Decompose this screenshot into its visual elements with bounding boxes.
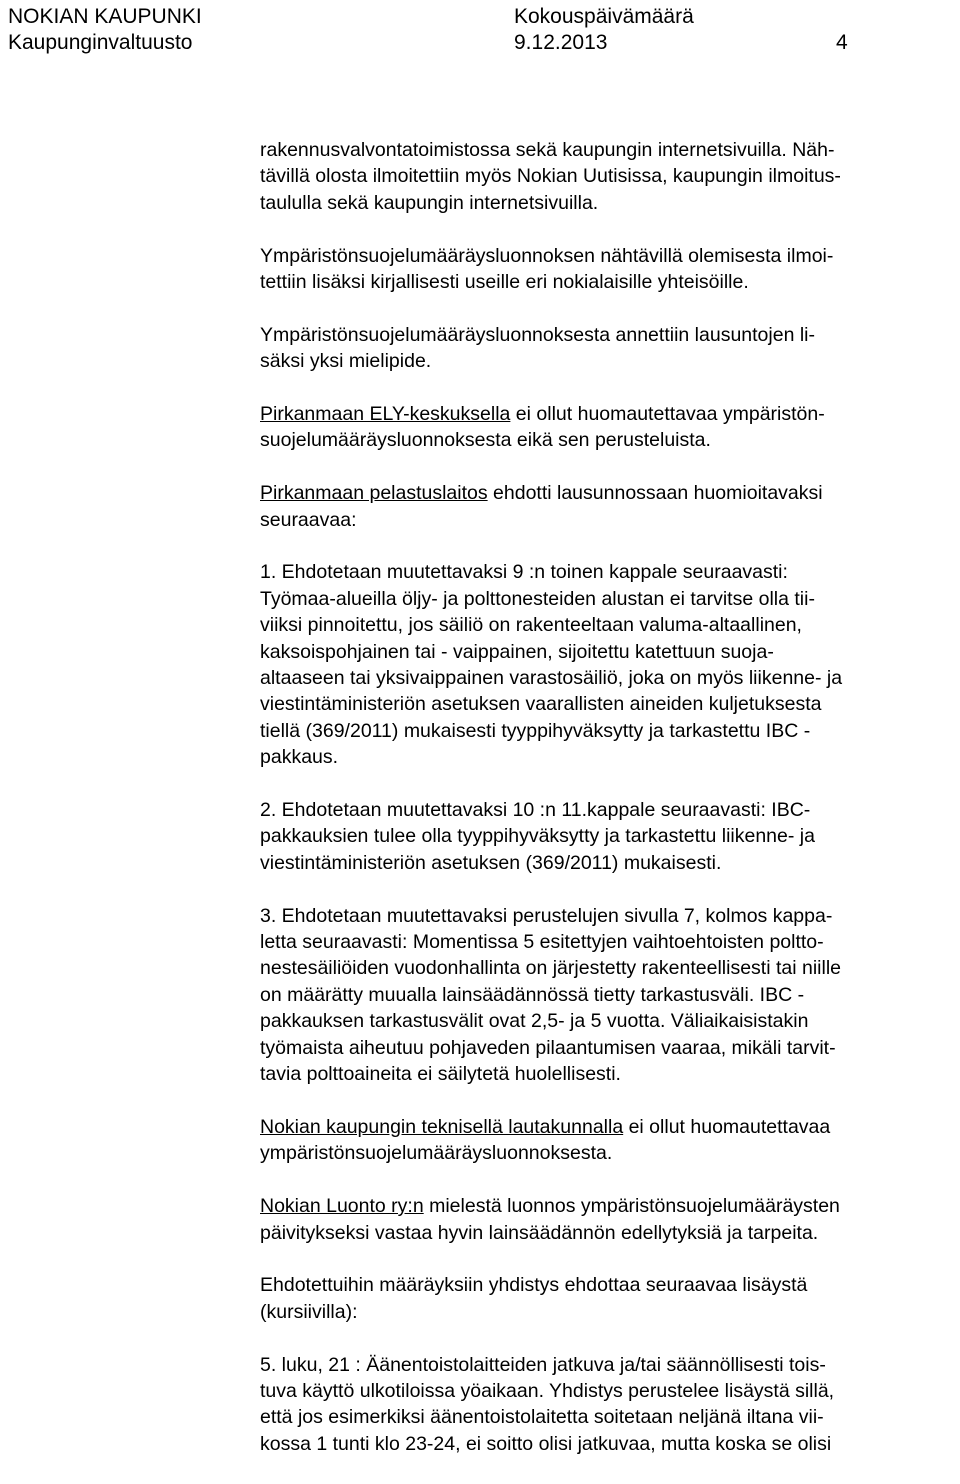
- text-line: [260, 612, 960, 638]
- text-line: [260, 955, 960, 981]
- text-segment: altaaseen tai yksivaippainen varastosäiliö, joka on myös liikenne- ja: [260, 667, 843, 690]
- text-line: [260, 1193, 960, 1219]
- paragraph: [260, 1272, 960, 1325]
- text-line: [260, 1114, 960, 1140]
- text-segment: viestintäministeriön asetuksen vaarallisten aineiden kuljetuksesta: [260, 693, 822, 716]
- text-segment: 5. luku, 21 : Äänentoistolaitteiden jatkuva ja/tai säännöllisesti tois-: [260, 1353, 826, 1376]
- text-segment: kossa 1 tunti klo 23-24, ei soitto olisi jatkuvaa, mutta koska se olisi: [260, 1432, 832, 1455]
- text-segment: on määrätty muualla lainsäädännössä tietty tarkastusväli. IBC -: [260, 983, 805, 1006]
- paragraph: [260, 243, 960, 296]
- text-line: [260, 929, 960, 955]
- text-segment: ympäristönsuojelumääräysluonnoksesta.: [260, 1142, 613, 1165]
- text-segment: viestintäministeriön asetuksen (369/2011) mukaisesti.: [260, 851, 722, 874]
- text-line: [260, 850, 960, 876]
- paragraph: [260, 137, 960, 216]
- text-line: [260, 480, 960, 506]
- text-segment: työmaista aiheutuu pohjaveden pilaantumisen vaaraa, mikäli tarvit-: [260, 1036, 836, 1059]
- text-segment: nestesäiliöiden vuodonhallinta on järjestetty rakenteellisesti tai niille: [260, 957, 842, 980]
- paragraph: [260, 1114, 960, 1167]
- text-line: [260, 322, 960, 348]
- paragraph: [260, 1352, 960, 1458]
- text-line: [260, 1299, 960, 1325]
- text-segment: tiellä (369/2011) mukaisesti tyyppihyväksytty ja tarkastettu IBC -: [260, 719, 811, 742]
- text-line: [260, 1404, 960, 1430]
- text-line: [260, 401, 960, 427]
- text-line: [260, 1008, 960, 1034]
- text-line: [260, 427, 960, 453]
- text-line: [260, 1035, 960, 1061]
- paragraph: [260, 1193, 960, 1246]
- text-segment: pakkauksen tarkastusvälit ovat 2,5- ja 5 vuotta. Väliaikaisistakin: [260, 1010, 809, 1033]
- text-segment: Ympäristönsuojelumääräysluonnoksen nähtävillä olemisesta ilmoi-: [260, 244, 834, 267]
- text-segment: letta seuraavasti: Momentissa 5 esitettyjen vaihtoehtoisten poltto-: [260, 931, 824, 954]
- page-number: 4: [836, 31, 848, 54]
- text-segment: tettiin lisäksi kirjallisesti useille eri nokialaisille yhteisöille.: [260, 271, 749, 294]
- text-line: [260, 982, 960, 1008]
- text-line: [260, 348, 960, 374]
- underlined-organization: Nokian kaupungin teknisellä lautakunnalla: [260, 1115, 624, 1138]
- underlined-organization: Nokian Luonto ry:n: [260, 1195, 424, 1218]
- meeting-date: 9.12.2013: [514, 31, 608, 54]
- paragraph: [260, 322, 960, 375]
- text-segment: suojelumääräysluonnoksesta eikä sen perusteluista.: [260, 429, 711, 452]
- text-line: [260, 744, 960, 770]
- text-segment: Ehdotettuihin määräyksiin yhdistys ehdottaa seuraavaa lisäystä: [260, 1274, 808, 1297]
- text-segment: seuraavaa:: [260, 508, 357, 531]
- text-line: [260, 1220, 960, 1246]
- text-line: [260, 190, 960, 216]
- text-line: [260, 163, 960, 189]
- text-line: [260, 639, 960, 665]
- paragraph: [260, 480, 960, 533]
- text-segment: (kursiivilla):: [260, 1300, 358, 1323]
- paragraph: [260, 903, 960, 1088]
- text-line: [260, 665, 960, 691]
- org-name: NOKIAN KAUPUNKI: [8, 5, 202, 28]
- text-line: [260, 797, 960, 823]
- text-line: [260, 1378, 960, 1404]
- text-segment: tavia polttoaineita ei säilytetä huolellisesti.: [260, 1063, 621, 1086]
- document-body: [260, 137, 960, 1484]
- paragraph: [260, 401, 960, 454]
- body-name: Kaupunginvaltuusto: [8, 31, 193, 54]
- text-segment: Työmaa-alueilla öljy- ja polttonesteiden alustan ei tarvitse olla tii-: [260, 587, 815, 610]
- text-line: [260, 1140, 960, 1166]
- text-segment: 3. Ehdotetaan muutettavaksi perustelujen sivulla 7, kolmos kappa-: [260, 904, 833, 927]
- text-segment: viiksi pinnoitettu, jos säiliö on rakenteeltaan valuma-altaallinen,: [260, 614, 802, 637]
- text-segment: taululla sekä kaupungin internetsivuilla.: [260, 191, 599, 214]
- document-header: [0, 0, 960, 60]
- text-segment: mielestä luonnos ympäristönsuojelumääräysten: [423, 1195, 840, 1218]
- underlined-organization: Pirkanmaan pelastuslaitos: [260, 482, 488, 505]
- text-segment: kaksoispohjainen tai - vaippainen, sijoitettu katettuun suoja-: [260, 640, 774, 663]
- paragraph: [260, 797, 960, 876]
- text-line: [260, 1431, 960, 1457]
- text-line: [260, 903, 960, 929]
- text-segment: ei ollut huomautettavaa: [623, 1115, 831, 1138]
- underlined-organization: Pirkanmaan ELY-keskuksella: [260, 403, 511, 426]
- text-segment: ei ollut huomautettavaa ympäristön-: [510, 403, 825, 426]
- text-segment: 1. Ehdotetaan muutettavaksi 9 :n toinen kappale seuraavasti:: [260, 561, 788, 584]
- text-line: [260, 1272, 960, 1298]
- text-segment: pakkauksien tulee olla tyyppihyväksytty ja tarkastettu liikenne- ja: [260, 825, 815, 848]
- text-segment: rakennusvalvontatoimistossa sekä kaupungin internetsivuilla. Näh-: [260, 139, 835, 161]
- text-segment: tuva käyttö ulkotiloissa yöaikaan. Yhdistys perustelee lisäystä sillä,: [260, 1379, 835, 1402]
- text-line: [260, 718, 960, 744]
- text-segment: pakkaus.: [260, 746, 339, 769]
- text-segment: ehdotti lausunnossaan huomioitavaksi: [487, 482, 823, 505]
- text-segment: 2. Ehdotetaan muutettavaksi 10 :n 11.kappale seuraavasti: IBC-: [260, 799, 811, 822]
- text-segment: päivitykseksi vastaa hyvin lainsäädännön edellytyksiä ja tarpeita.: [260, 1221, 819, 1244]
- text-line: [260, 559, 960, 585]
- text-line: [260, 1352, 960, 1378]
- text-line: [260, 691, 960, 717]
- date-label: Kokouspäivämäärä: [514, 5, 694, 28]
- text-line: [260, 507, 960, 533]
- text-segment: Ympäristönsuojelumääräysluonnoksesta annettiin lausuntojen li-: [260, 323, 815, 346]
- text-segment: että jos esimerkiksi äänentoistolaitetta soitetaan neljänä iltana vii-: [260, 1406, 824, 1429]
- text-line: [260, 243, 960, 269]
- text-segment: tävillä olosta ilmoitettiin myös Nokian Uutisissa, kaupungin ilmoitus-: [260, 165, 841, 188]
- text-segment: säksi yksi mielipide.: [260, 350, 432, 373]
- text-line: [260, 269, 960, 295]
- text-line: [260, 1061, 960, 1087]
- text-line: [260, 823, 960, 849]
- paragraph: [260, 559, 960, 770]
- text-line: [260, 137, 960, 163]
- text-line: [260, 586, 960, 612]
